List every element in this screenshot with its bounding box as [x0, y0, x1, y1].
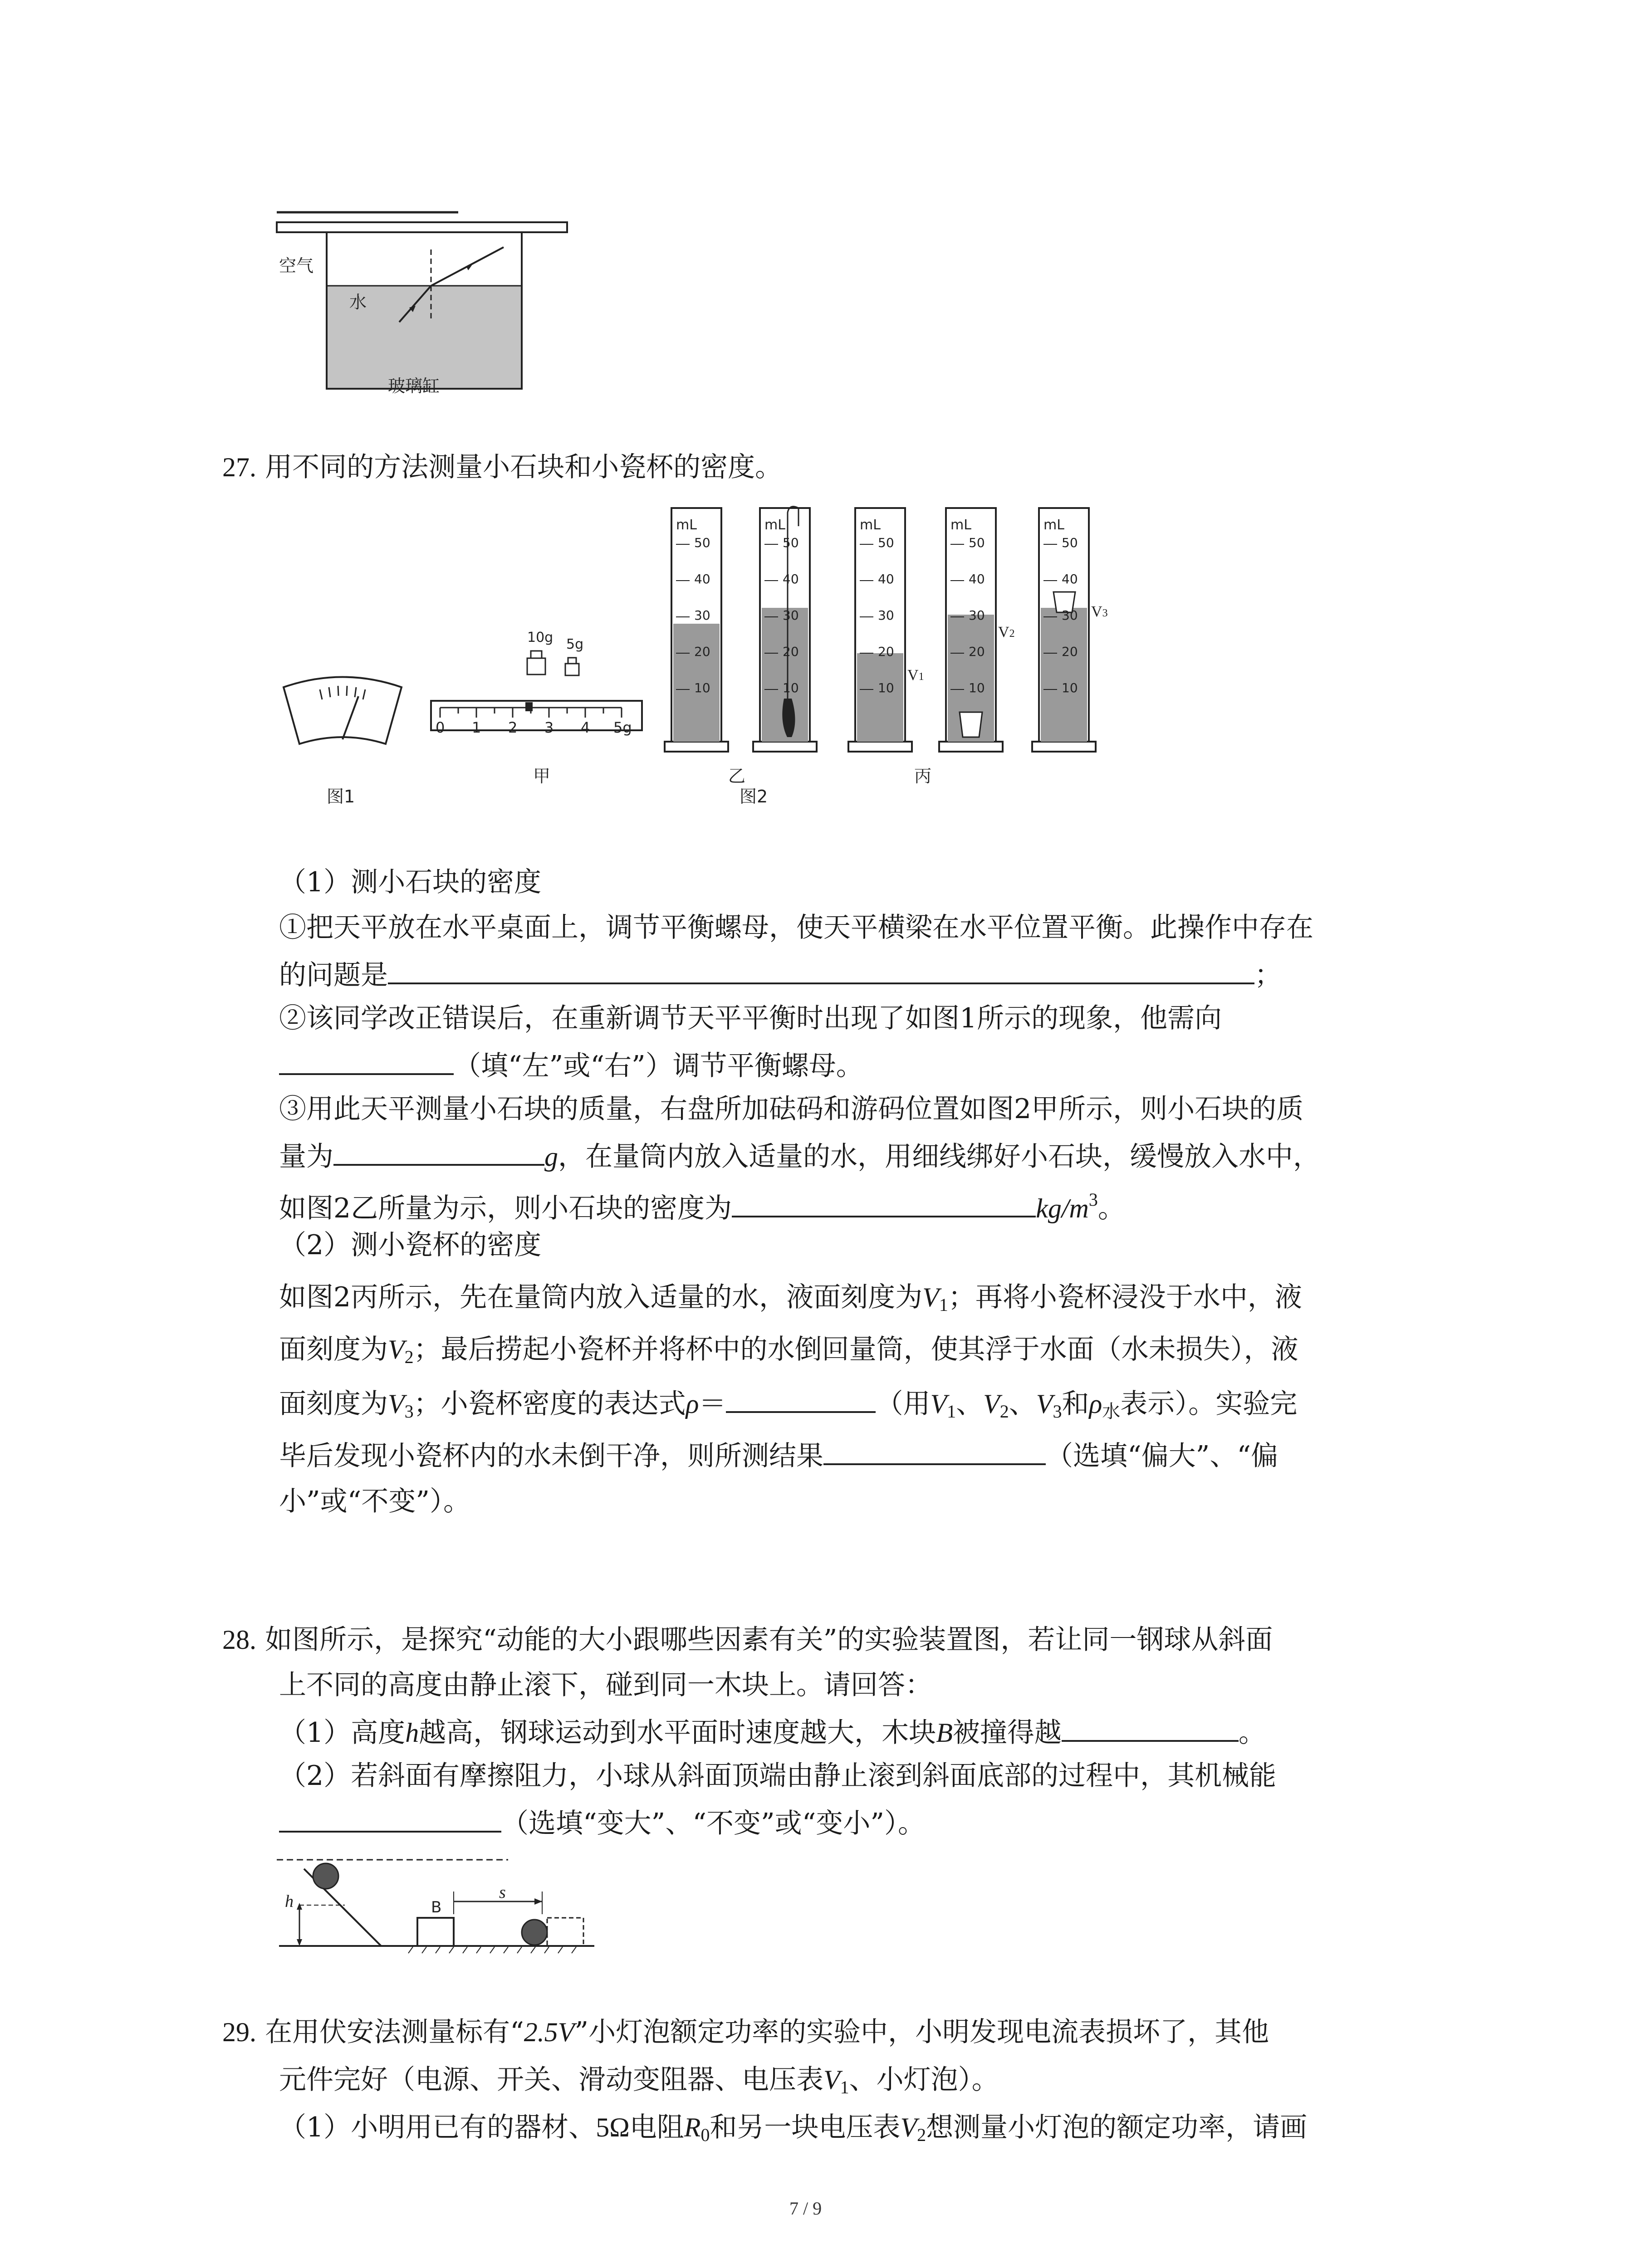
caption-jia: 甲 — [533, 766, 551, 786]
q27-title: 用不同的方法测量小石块和小瓷杯的密度。 — [265, 451, 783, 483]
label-v1: V1 — [907, 667, 924, 684]
caption-bing: 丙 — [914, 766, 932, 786]
cyl5-tick-50: 50 — [1062, 535, 1078, 550]
rider-tick-5g: 5g — [613, 719, 632, 736]
q27-number: 27. — [222, 452, 256, 482]
answer-blank-6[interactable] — [823, 1433, 1046, 1465]
cyl5-unit: mL — [1043, 517, 1064, 533]
weight-10g-label: 10g — [527, 630, 554, 645]
q27-p1-line7: 如图2乙所量为示，则小石块的密度为 $kg/m^3$。 — [279, 1179, 1125, 1229]
cyl4-tick-10: 10 — [969, 680, 985, 695]
label-v2: V2 — [998, 624, 1015, 640]
q28-line4: （2）若斜面有摩擦阻力，小球从斜面顶端由静止滚到斜面底部的过程中，其机械能 — [279, 1760, 1277, 1792]
caption-yi: 乙 — [728, 766, 746, 786]
q27-p1-line6: 量为 g，在量筒内放入适量的水，用细线绑好小石块，缓慢放入水中， — [279, 1134, 1320, 1177]
answer-blank-2[interactable] — [279, 1043, 454, 1075]
cyl5-tick-20: 20 — [1062, 644, 1078, 659]
cyl2-tick-30: 30 — [783, 608, 799, 623]
cyl4-unit: mL — [950, 517, 971, 533]
rider-tick-0: 0 — [436, 719, 445, 736]
rider-tick-1: 1 — [472, 719, 481, 736]
answer-blank-4[interactable] — [732, 1186, 1036, 1217]
cyl3-tick-40: 40 — [878, 572, 894, 587]
cyl1-tick-40: 40 — [694, 572, 710, 587]
cyl1-tick-50: 50 — [694, 535, 710, 550]
cyl2-tick-10: 10 — [783, 680, 799, 695]
q27-p2-line1: 如图2丙所示，先在量筒内放入适量的水，液面刻度为$V_1$；再将小瓷杯浸没于水中，液 — [279, 1281, 1302, 1315]
cyl1-tick-30: 30 — [694, 608, 710, 623]
label-air: 空气 — [279, 256, 314, 276]
q29-line2: 元件完好（电源、开关、滑动变阻器、电压表$V_1$、小灯泡）。 — [279, 2064, 999, 2097]
cyl1-tick-10: 10 — [694, 680, 710, 695]
q28-line1: 28. 如图所示，是探究“动能的大小跟哪些因素有关”的实验装置图，若让同一钢球从斜面 — [222, 1624, 1273, 1656]
cyl5-tick-30: 30 — [1062, 608, 1078, 623]
label-water: 水 — [349, 292, 367, 312]
rider-tick-4: 4 — [581, 719, 590, 736]
q29-line1: 29. 在用伏安法测量标有“2.5V”小灯泡额定功率的实验中，小明发现电流表损坏了，其他 — [222, 2016, 1269, 2048]
label-glass-tank: 玻璃缸 — [388, 376, 440, 396]
refraction-figure — [263, 209, 581, 399]
caption-fig2: 图2 — [740, 787, 768, 807]
q27-p1-line5: ③用此天平测量小石块的质量，右盘所加砝码和游码位置如图2甲所示，则小石块的质 — [279, 1093, 1304, 1125]
balance-pointer-figure — [279, 671, 406, 762]
cyl4-tick-40: 40 — [969, 572, 985, 587]
q29-number: 29. — [222, 2017, 256, 2047]
cyl3-tick-20: 20 — [878, 644, 894, 659]
q28-line2: 上不同的高度由静止滚下，碰到同一木块上。请回答： — [279, 1669, 932, 1701]
q27-p1-line1: ①把天平放在水平桌面上，调节平衡螺母，使天平横梁在水平位置平衡。此操作中存在 — [279, 912, 1313, 943]
page-number: 7 / 9 — [789, 2198, 822, 2219]
cyl5-tick-10: 10 — [1062, 680, 1078, 695]
caption-fig1: 图1 — [327, 787, 355, 807]
q27-stem — [222, 447, 782, 488]
cyl3-tick-30: 30 — [878, 608, 894, 623]
cyl4-tick-30: 30 — [969, 608, 985, 623]
weight-5g-label: 5g — [566, 636, 584, 652]
rider-tick-3: 3 — [544, 719, 554, 736]
label-h: h — [285, 1892, 294, 1911]
answer-blank-8[interactable] — [279, 1801, 501, 1833]
q27-p1-line4: （填“左”或“右”）调节平衡螺母。 — [279, 1043, 863, 1086]
cyl5-tick-40: 40 — [1062, 572, 1078, 587]
cyl2-unit: mL — [764, 517, 785, 533]
label-v3: V3 — [1091, 603, 1108, 620]
cyl4-tick-20: 20 — [969, 644, 985, 659]
q27-p2-line5: 小”或“不变”）。 — [279, 1486, 471, 1517]
rider-tick-2: 2 — [508, 719, 518, 736]
label-s: s — [499, 1883, 506, 1902]
cyl3-tick-10: 10 — [878, 680, 894, 695]
q28-number: 28. — [222, 1625, 256, 1655]
answer-blank-3[interactable] — [333, 1134, 544, 1166]
cyl1-tick-20: 20 — [694, 644, 710, 659]
cyl3-tick-50: 50 — [878, 535, 894, 550]
cyl4-tick-50: 50 — [969, 535, 985, 550]
q29-line3: （1）小明用已有的器材、5Ω电阻$R_0$和另一块电压表$V_2$想测量小灯泡的额定功率，请画 — [279, 2112, 1308, 2145]
cyl1-unit: mL — [676, 517, 697, 533]
label-b: B — [431, 1898, 442, 1916]
q27-p2-line2: 面刻度为$V_2$；最后捞起小瓷杯并将杯中的水倒回量筒，使其浮于水面（水未损失），液 — [279, 1334, 1298, 1367]
q27-p1-line3: ②该同学改正错误后，在重新调节天平平衡时出现了如图1所示的现象，他需向 — [279, 1002, 1222, 1034]
q27-p2-line4: 毕后发现小瓷杯内的水未倒干净，则所测结果 （选填“偏大”、“偏 — [279, 1433, 1278, 1476]
q28-line5: （选填“变大”、“不变”或“变小”）。 — [279, 1801, 925, 1844]
q27-p2-line3: 面刻度为$V_3$；小瓷杯密度的表达式ρ＝ （用$V_1$、$V_2$、$V_3$和$\rho_水$表示）。实验完 — [279, 1381, 1297, 1432]
cyl2-tick-40: 40 — [783, 572, 799, 587]
answer-blank-1[interactable] — [388, 953, 1254, 984]
q28-line3: （1）高度h越高，钢球运动到水平面时速度越大，木块B被撞得越 。 — [279, 1710, 1266, 1753]
cyl2-tick-50: 50 — [783, 535, 799, 550]
q27-p1-line2: 的问题是 ； — [279, 953, 1282, 996]
cyl2-tick-20: 20 — [783, 644, 799, 659]
q27-part2-title: （2）测小瓷杯的密度 — [279, 1229, 542, 1261]
cyl3-unit: mL — [860, 517, 881, 533]
answer-blank-7[interactable] — [1062, 1710, 1239, 1742]
q27-part1-title: （1）测小石块的密度 — [279, 866, 542, 898]
answer-blank-5[interactable] — [726, 1381, 876, 1413]
